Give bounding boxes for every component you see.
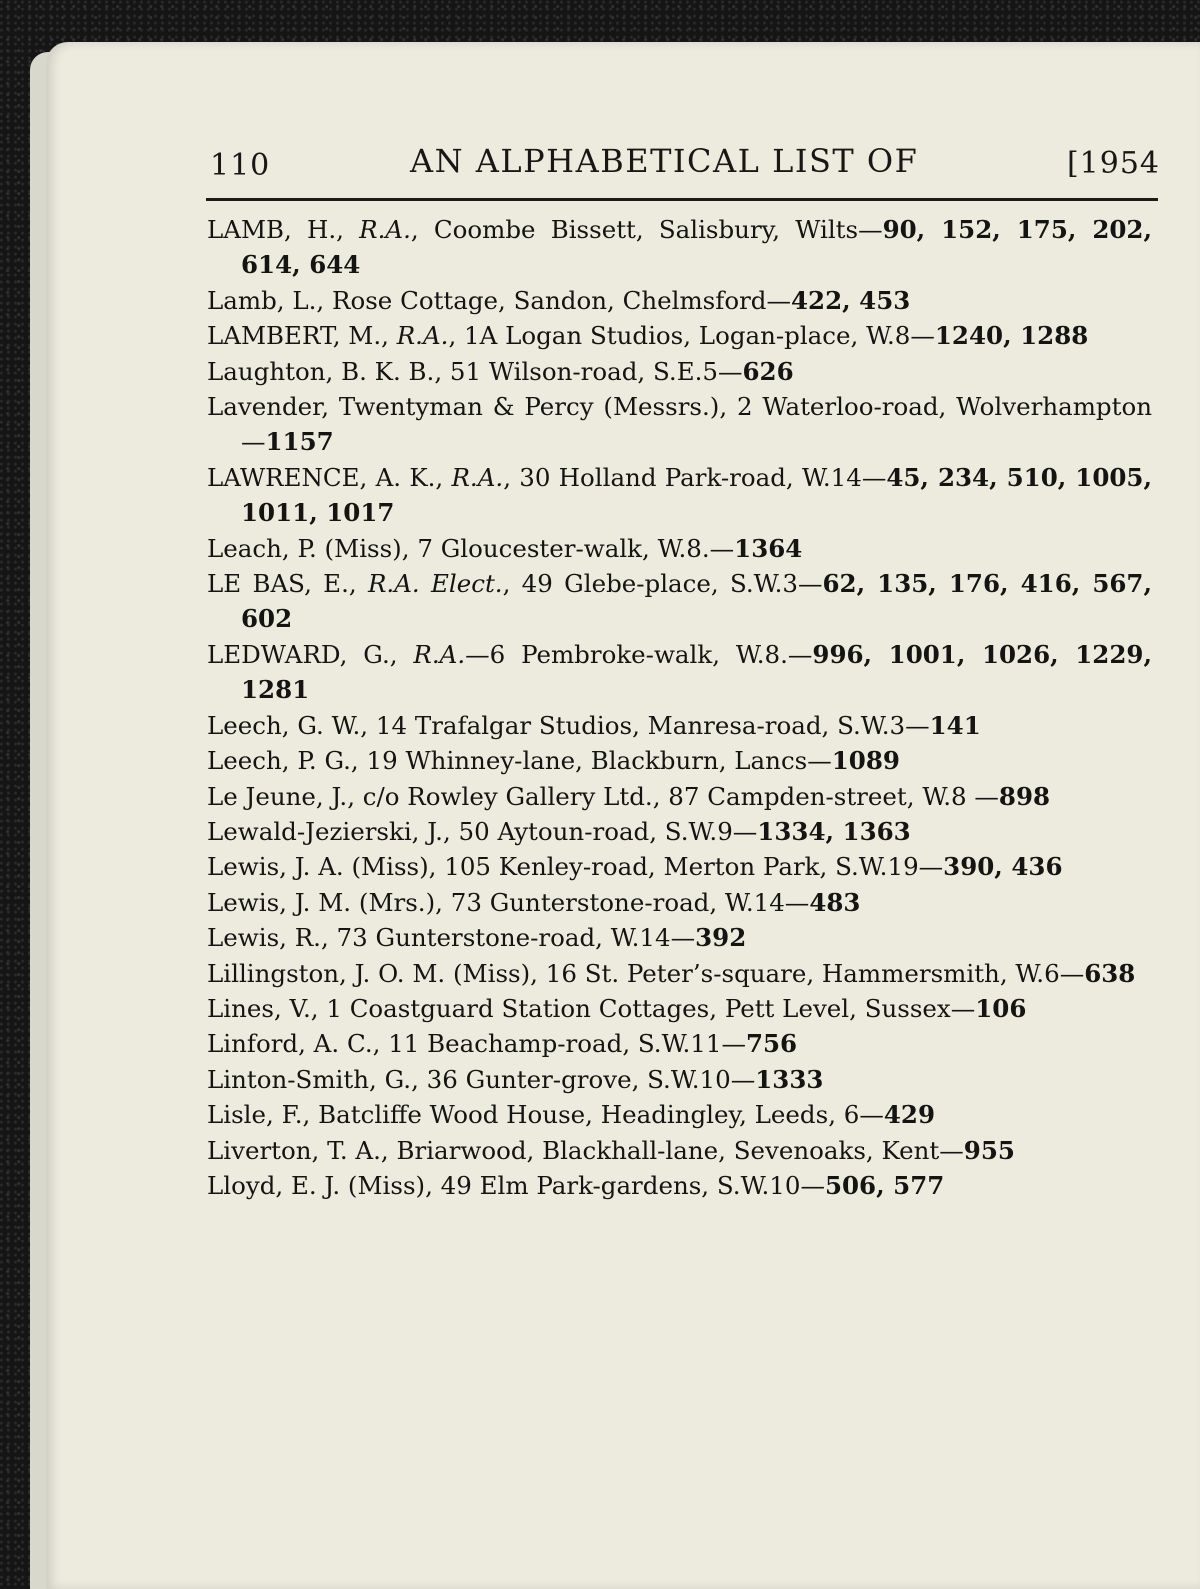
list-item	[207, 849, 1152, 884]
entry-numbers: 62, 135, 176, 416, 567, 602	[241, 569, 1153, 634]
entry-numbers: 422, 453	[790, 285, 911, 315]
entry-name: Lavender, Twentyman & Percy (Messrs.),	[207, 392, 737, 422]
list-item	[207, 318, 1152, 353]
list-item	[207, 1062, 1152, 1097]
entry-name: Lewald-Jezierski, J.,	[207, 816, 459, 846]
entry-name: Le Jeune, J.,	[207, 781, 363, 811]
entry-name: LAWRENCE, A. K.,	[207, 462, 452, 492]
entry-numbers: 1333	[755, 1064, 824, 1094]
list-item	[207, 1097, 1152, 1132]
page-title: AN ALPHABETICAL LIST OF	[410, 142, 919, 180]
entry-name: Lisle, F.,	[207, 1100, 319, 1130]
year-label: [1954	[1066, 146, 1160, 181]
list-item	[207, 743, 1152, 778]
entry-numbers: 429	[883, 1100, 936, 1130]
entry-address: 19 Whinney-lane, Blackburn, Lancs—	[366, 746, 832, 776]
entry-address: , 30 Holland Park-road, W.14—	[503, 462, 887, 492]
list-item	[207, 212, 1152, 283]
entry-title: R.A.	[413, 639, 466, 669]
entry-name: Lloyd, E. J. (Miss),	[207, 1170, 441, 1200]
list-item	[207, 1133, 1152, 1168]
entry-address: 1 Coastguard Station Cottages, Pett Level, Sussex—	[326, 993, 976, 1023]
list-item	[207, 460, 1152, 531]
entry-numbers: 141	[929, 710, 981, 740]
entry-numbers: 392	[695, 923, 747, 953]
entry-title: R.A.	[359, 215, 411, 244]
entry-name: Lewis, R.,	[207, 923, 337, 953]
entry-name: Leech, G. W.,	[207, 710, 376, 740]
entry-numbers: 898	[998, 781, 1051, 811]
entry-numbers: 506, 577	[824, 1170, 945, 1200]
entry-numbers: 996, 1001, 1026, 1229, 1281	[241, 639, 1152, 705]
entry-address: , Coombe Bissett, Salisbury, Wilts—	[410, 215, 883, 244]
entry-numbers: 90, 152, 175, 202, 614, 644	[241, 215, 1153, 280]
entry-name: Linford, A. C.,	[207, 1029, 389, 1059]
entry-name: Linton-Smith, G.,	[207, 1064, 427, 1094]
list-item	[207, 283, 1152, 318]
entry-address: 51 Wilson-road, S.E.5—	[449, 356, 743, 386]
entry-name: Lines, V.,	[207, 993, 327, 1023]
list-item	[207, 814, 1152, 849]
entry-address: , 1A Logan Studios, Logan-place, W.8—	[448, 321, 935, 351]
entry-address: Rose Cottage, Sandon, Chelmsford—	[332, 285, 791, 315]
entry-title: R.A.	[396, 321, 449, 351]
list-item	[207, 779, 1152, 814]
list-item	[207, 637, 1152, 708]
page-number: 110	[210, 148, 271, 183]
list-item	[207, 885, 1152, 920]
list-item	[207, 1168, 1152, 1203]
entry-name: Lewis, J. A. (Miss),	[207, 852, 445, 882]
list-item	[207, 956, 1152, 991]
entry-address: Briarwood, Blackhall-lane, Sevenoaks, Kent—	[396, 1135, 964, 1165]
entry-name: LE BAS, E.,	[207, 569, 368, 599]
entry-name: LAMBERT, M.,	[207, 321, 397, 351]
entry-list	[207, 212, 1152, 1203]
entry-name: LAMB, H.,	[207, 215, 360, 244]
list-item	[207, 531, 1152, 566]
entry-title: R.A.	[451, 462, 504, 492]
entry-address: 2 Waterloo-road, Wolverhampton—	[241, 392, 1152, 457]
entry-name: LEDWARD, G.,	[207, 639, 414, 669]
entry-numbers: 1240, 1288	[934, 321, 1089, 351]
entry-numbers: 626	[742, 356, 794, 386]
entry-address: c/o Rowley Gallery Ltd., 87 Campden-street, W.8 —	[362, 781, 999, 811]
entry-name: Liverton, T. A.,	[207, 1135, 397, 1165]
entry-address: 50 Aytoun-road, S.W.9—	[458, 816, 758, 846]
entry-numbers: 955	[963, 1135, 1015, 1165]
list-item	[207, 389, 1152, 460]
list-item	[207, 1026, 1152, 1061]
entry-numbers: 390, 436	[943, 852, 1063, 882]
entry-name: Laughton, B. K. B.,	[207, 356, 450, 386]
entry-name: Leach, P. (Miss),	[207, 533, 418, 563]
entry-name: Lillingston, J. O. M. (Miss),	[207, 958, 546, 988]
list-item	[207, 566, 1152, 637]
entry-address: 11 Beachamp-road, S.W.11—	[388, 1029, 746, 1059]
entry-numbers: 106	[975, 993, 1027, 1023]
entry-address: , 49 Glebe-place, S.W.3—	[502, 569, 823, 599]
entry-address: 36 Gunter-grove, S.W.10—	[426, 1064, 756, 1094]
entry-numbers: 1157	[265, 427, 334, 457]
entry-numbers: 1364	[734, 533, 803, 563]
entry-address: 73 Gunterstone-road, W.14—	[450, 887, 810, 917]
entry-numbers: 483	[809, 887, 861, 917]
entry-numbers: 1089	[831, 746, 900, 776]
list-item	[207, 991, 1152, 1026]
header-rule	[206, 198, 1158, 201]
entry-name: Leech, P. G.,	[207, 746, 367, 776]
list-item	[207, 354, 1152, 389]
entry-address: 73 Gunterstone-road, W.14—	[336, 923, 696, 953]
entry-name: Lamb, L.,	[207, 285, 333, 315]
entry-address: Batcliffe Wood House, Headingley, Leeds, 6—	[318, 1100, 884, 1130]
entry-address: —6 Pembroke-walk, W.8.—	[465, 639, 813, 669]
entry-numbers: 638	[1084, 958, 1136, 988]
entry-numbers: 1334, 1363	[757, 816, 911, 846]
list-item	[207, 708, 1152, 743]
entry-address: 14 Trafalgar Studios, Manresa-road, S.W.3—	[375, 710, 930, 740]
entry-address: 7 Gloucester-walk, W.8.—	[417, 533, 735, 563]
running-head	[210, 140, 1160, 190]
list-item	[207, 920, 1152, 955]
entry-title: R.A. Elect.	[367, 569, 503, 599]
entry-numbers: 756	[745, 1029, 798, 1059]
entry-name: Lewis, J. M. (Mrs.),	[207, 887, 451, 917]
entry-address: 105 Kenley-road, Merton Park, S.W.19—	[444, 852, 944, 882]
entry-numbers: 45, 234, 510, 1005, 1011, 1017	[241, 462, 1152, 528]
entry-address: 16 St. Peter’s-square, Hammersmith, W.6—	[545, 958, 1085, 988]
entry-address: 49 Elm Park-gardens, S.W.10—	[440, 1170, 825, 1200]
